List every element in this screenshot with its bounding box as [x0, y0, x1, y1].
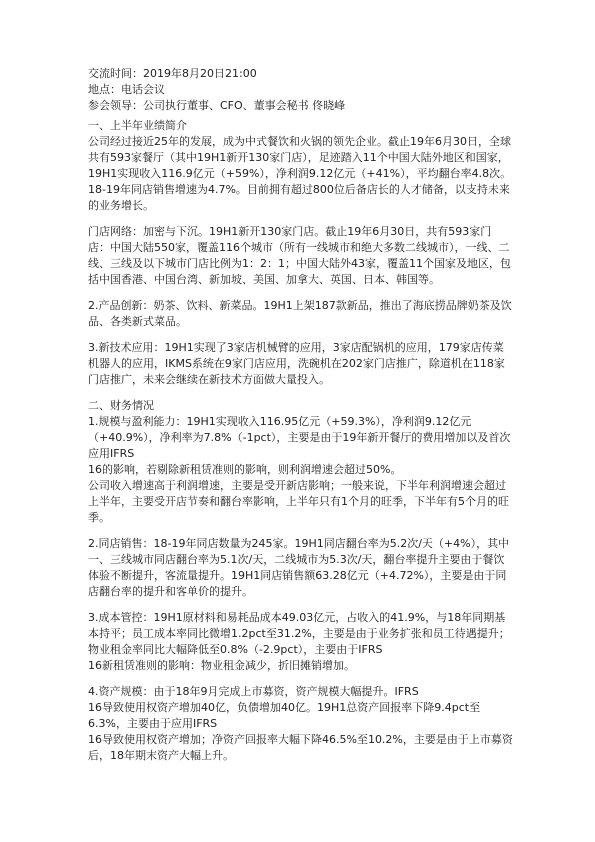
same-store-sales-paragraph: 2.同店销售：18-19年同店数量为245家。19H1同店翻台率为5.2次/天（+4%），其中一、三线城市同店翻台率为5.1次/天，二线城市为5.3次/天，翻台率提升主要由于餐饮体验不断提升，客流量提升。19H1同店销售额63.28亿元（+4.72%），主要是由于同店翻台率的提升和客单价的提升。: [88, 537, 510, 598]
new-tech-paragraph: 3.新技术应用：19H1实现了3家店机械臂的应用，3家店配锅机的应用，179家店传菜机器人的应用，IKMS系统在9家门店应用，洗碗机在202家门店推广，除道机在118家门店推广，未来会继续在新技术方面做大量投入。: [88, 341, 505, 386]
section2-heading: 二、财务情况: [88, 399, 154, 412]
asset-scale-paragraph-cont1: 16导致使用权资产增加40亿，负债增加40亿。19H1总资产回报率下降9.4pct至6.3%，主要由于应用IFRS: [88, 701, 481, 730]
section1-intro: 公司经过接近25年的发展，成为中式餐饮和火锅的领先企业。截止19年6月30日，全球共有593家餐厅（其中19H1新开130家门店），足迹踏入11个中国大陆外地区和国家，19H1实现收入116.9亿元（+59%），净利润9.12亿元（+41%），平均翻台率4.8次。18-19年同店销售增速为4.7%。目前拥有超过800位后备店长的人才储备，以支持未来的业务增长。: [88, 135, 512, 212]
asset-scale-paragraph-cont2: 16导致使用权资产增加；净资产回报率大幅下降46.5%至10.2%，主要是由于上市募资后，18年期末资产大幅上升。: [88, 733, 513, 762]
meeting-leaders: 参会领导：公司执行董事、CFO、董事会秘书 佟晓峰: [88, 99, 346, 112]
cost-control-paragraph: 3.成本管控：19H1原材料和易耗品成本49.03亿元，占收入的41.9%，与18年同期基本持平；员工成本率同比微增1.2pct至31.2%，主要是由于业务扩张和员工待遇提升；物业租金率同比大幅降低至0.8%（-2.9pct），主要由于IFRS: [88, 611, 510, 656]
cost-control-paragraph-cont: 16新租赁准则的影响：物业租金减少，折旧摊销增加。: [88, 659, 355, 672]
document-page: [88, 66, 513, 764]
product-innovation-paragraph: 2.产品创新：奶茶、饮料、新菜品。19H1上架187款新品，推出了海底捞品牌奶茶及饮品、各类新式菜品。: [88, 299, 512, 328]
meeting-place: 地点：电话会议: [88, 83, 165, 96]
scale-profit-paragraph: 1.规模与盈利能力：19H1实现收入116.95亿元（+59.3%），净利润9.12亿元（+40.9%），净利率为7.8%（-1pct），主要是由于19年新开餐厅的费用增加以及首次应用IFRS: [88, 415, 511, 460]
meeting-time: 交流时间：2019年8月20日21:00: [88, 67, 257, 80]
asset-scale-paragraph: 4.资产规模：由于18年9月完成上市募资，资产规模大幅提升。IFRS: [88, 685, 419, 698]
scale-profit-paragraph-cont: 16的影响，若剔除新租赁准则的影响，则利润增速会超过50%。: [88, 463, 402, 476]
store-network-paragraph: 门店网络：加密与下沉。19H1新开130家门店。截止19年6月30日，共有593家门店：中国大陆550家，覆盖116个城市（所有一线城市和绝大多数二线城市），一线、二线、三线及以下城市门店比例为1：2：1；中国大陆外43家，覆盖11个国家及地区，包括中国香港、中国台湾、新加坡、美国、加拿大、英国、日本、韩国等。: [88, 225, 511, 286]
revenue-growth-paragraph: 公司收入增速高于利润增速，主要是受开新店影响；一般来说，下半年利润增速会超过上半年，主要受开店节奏和翻台率影响，上半年只有1个月的旺季，下半年有5个月的旺季。: [88, 479, 509, 524]
section1-heading: 一、上半年业绩简介: [88, 119, 187, 132]
